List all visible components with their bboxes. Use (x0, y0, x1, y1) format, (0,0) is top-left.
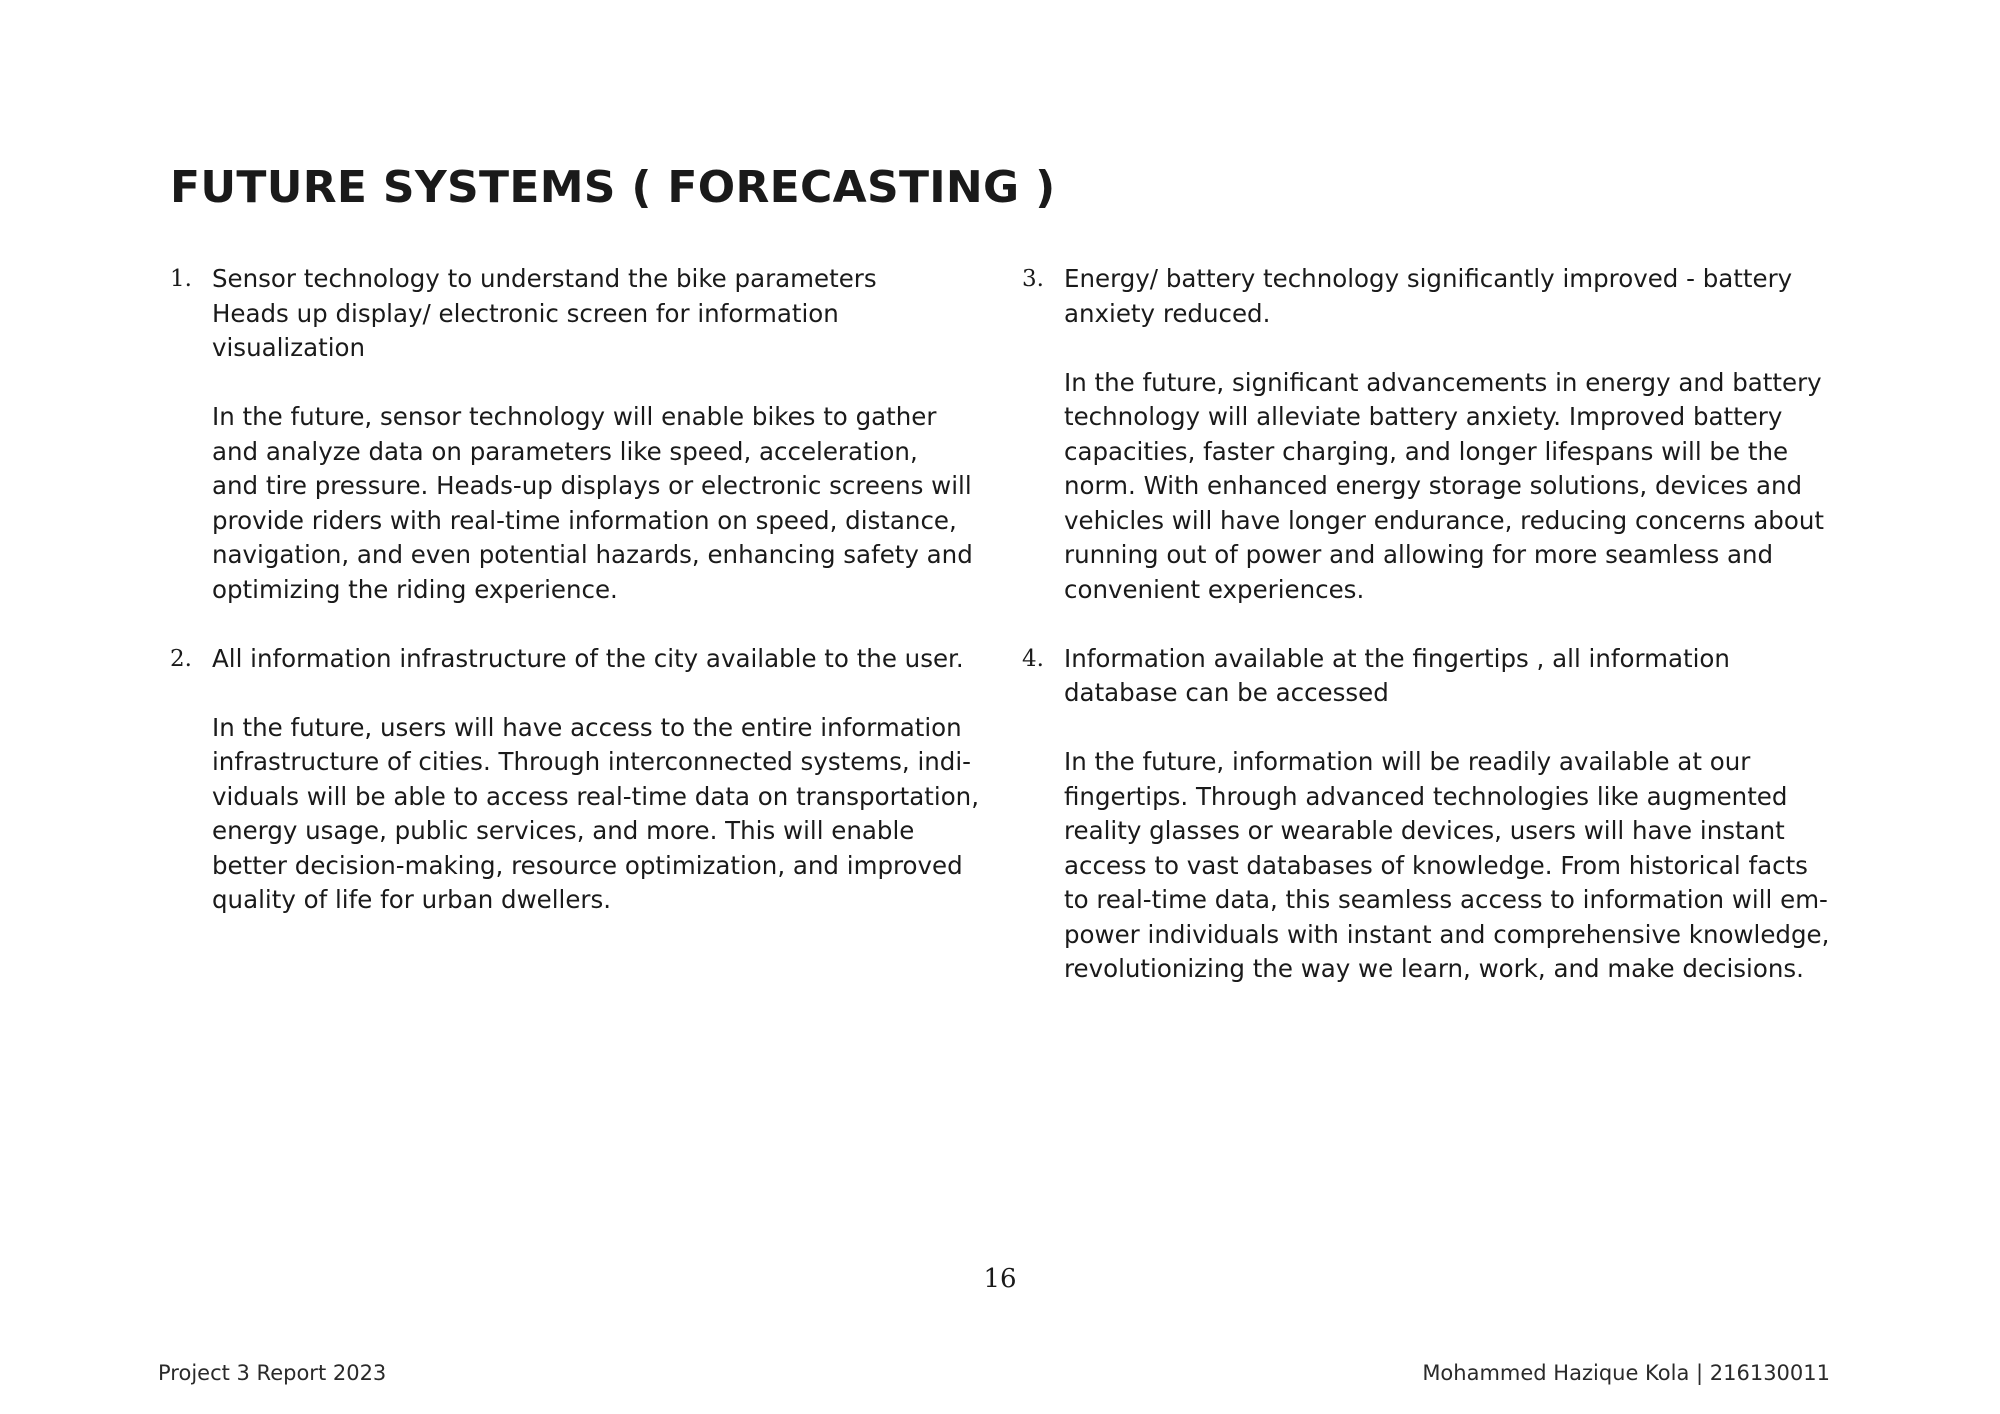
item-heading-line: anxiety reduced. (1064, 298, 1271, 328)
item-description (1064, 366, 1858, 608)
page-title: FUTURE SYSTEMS ( FORECASTING ) (170, 162, 1056, 213)
footer-author-label: Mohammed Hazique Kola | 216130011 (1422, 1361, 1830, 1385)
item-heading-line: All information infrastructure of the city available to the user. (212, 643, 964, 673)
item-heading-line: Sensor technology to understand the bike parameters (212, 264, 877, 293)
item-description-line: quality of life for urban dwellers. (212, 885, 612, 914)
item-number: 1. (170, 266, 192, 292)
item-heading (212, 262, 1006, 366)
item-description-line: norm. With enhanced energy storage solutions, devices and (1064, 471, 1803, 500)
item-description (212, 711, 1006, 918)
item-heading (212, 642, 1006, 677)
item-description-line: and analyze data on parameters like speed, acceleration, (212, 436, 918, 466)
item-heading-line: Energy/ battery technology significantly improved - battery (1064, 264, 1793, 293)
item-description (212, 400, 1006, 607)
item-number: 4. (1022, 645, 1044, 672)
item-heading-line: Information available at the fingertips , all information (1064, 643, 1730, 673)
item-description-line: to real-time data, this seamless access to information will em- (1064, 885, 1828, 914)
item-description-line: access to vast databases of knowledge. From historical facts (1064, 850, 1808, 880)
item-description-line: vehicles will have longer endurance, reducing concerns about (1064, 505, 1824, 535)
item-heading-line: Heads up display/ electronic screen for information (212, 298, 839, 328)
item-heading-line: visualization (212, 333, 366, 362)
list-item-3 (1020, 262, 1858, 607)
page-number: 16 (983, 1264, 1017, 1294)
item-description (1064, 745, 1858, 987)
item-description-line: In the future, information will be readily available at our (1064, 747, 1751, 776)
item-description-line: provide riders with real-time information on speed, distance, (212, 505, 957, 535)
list-item-4 (1020, 642, 1858, 987)
item-description-line: viduals will be able to access real-time data on transportation, (212, 781, 980, 811)
item-description-line: In the future, significant advancements in energy and battery (1064, 367, 1822, 397)
item-description-line: technology will alleviate battery anxiety. Improved battery (1064, 402, 1783, 431)
item-heading (1064, 642, 1858, 711)
item-number: 3. (1022, 266, 1044, 292)
item-description-line: capacities, faster charging, and longer lifespans will be the (1064, 436, 1789, 466)
item-description-line: running out of power and allowing for more seamless and (1064, 540, 1774, 569)
item-description-line: navigation, and even potential hazards, enhancing safety and (212, 540, 973, 569)
item-description-line: fingertips. Through advanced technologies like augmented (1064, 781, 1788, 811)
item-description-line: In the future, users will have access to the entire information (212, 712, 962, 742)
item-heading (1064, 262, 1858, 331)
item-description-line: convenient experiences. (1064, 574, 1365, 604)
item-description-line: power individuals with instant and comprehensive knowledge, (1064, 919, 1830, 949)
item-number: 2. (170, 645, 192, 672)
item-description-line: optimizing the riding experience. (212, 574, 618, 604)
item-description-line: and tire pressure. Heads-up displays or electronic screens will (212, 471, 972, 500)
item-description-line: infrastructure of cities. Through interconnected systems, indi- (212, 747, 972, 776)
list-item-2 (168, 642, 1006, 918)
item-description-line: energy usage, public services, and more. This will enable (212, 816, 915, 845)
list-item-1 (168, 262, 1006, 607)
item-description-line: In the future, sensor technology will enable bikes to gather (212, 402, 937, 431)
left-column (168, 262, 1006, 918)
item-description-line: revolutionizing the way we learn, work, and make decisions. (1064, 954, 1804, 983)
item-heading-line: database can be accessed (1064, 678, 1389, 707)
footer-project-label: Project 3 Report 2023 (158, 1361, 387, 1385)
item-description-line: better decision-making, resource optimization, and improved (212, 850, 963, 880)
item-description-line: reality glasses or wearable devices, users will have instant (1064, 816, 1785, 845)
right-column (1020, 262, 1858, 987)
